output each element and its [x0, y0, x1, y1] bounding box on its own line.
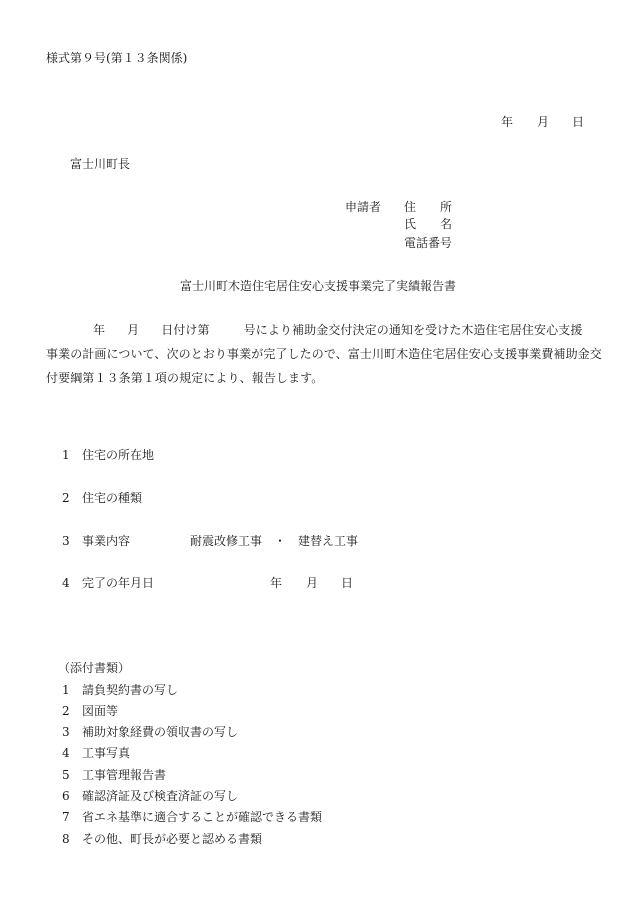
- attachment-number: 4: [62, 746, 70, 760]
- attachment-number: 1: [62, 683, 70, 697]
- item-number: 4: [62, 576, 70, 590]
- form-reference: 様式第９号(第１３条関係): [46, 51, 188, 65]
- completion-year: 年: [270, 576, 283, 590]
- attachment-label: その他、町長が必要と認める書類: [82, 832, 263, 846]
- item-location: [62, 447, 154, 463]
- attachment-label: 確認済証及び検査済証の写し: [82, 789, 239, 803]
- item-label: 完了の年月日: [82, 576, 155, 590]
- item-number: 3: [62, 534, 70, 548]
- attachment-item: [62, 809, 322, 825]
- attachment-item: [62, 788, 238, 804]
- name-label: 氏 名: [404, 217, 453, 231]
- attachment-item: [62, 682, 178, 698]
- body-line-1: [46, 318, 590, 342]
- body-number-tail: 号により補助金交付決定の通知を受けた木造住宅居住安心支援: [243, 323, 583, 337]
- item-label: 住宅の種類: [82, 491, 143, 505]
- attachment-number: 7: [62, 810, 70, 824]
- body-day-ref: 日付け第: [161, 323, 210, 337]
- attachments-heading: （添付書類）: [58, 661, 131, 675]
- applicant-label: 申請者: [345, 200, 382, 214]
- attachment-label: 工事管理報告書: [82, 768, 167, 782]
- date-year: 年: [501, 115, 514, 129]
- attachment-label: 図面等: [82, 704, 119, 718]
- date-month: 月: [537, 115, 550, 129]
- attachment-item: [62, 724, 238, 740]
- item-completion-date: [62, 575, 154, 591]
- attachment-label: 補助対象経費の領収書の写し: [82, 725, 239, 739]
- phone-label: 電話番号: [404, 236, 453, 250]
- attachment-label: 省エネ基準に適合することが確認できる書類: [82, 810, 323, 824]
- attachment-label: 請負契約書の写し: [82, 683, 179, 697]
- body-month: 月: [127, 323, 140, 337]
- attachment-item: [62, 703, 118, 719]
- document-title: 富士川町木造住宅居住安心支援事業完了実績報告書: [180, 279, 457, 293]
- item-work-content: [62, 533, 130, 549]
- work-type-options: 耐震改修工事 ・ 建替え工事: [190, 534, 359, 548]
- attachment-number: 8: [62, 832, 70, 846]
- attachment-number: 5: [62, 768, 70, 782]
- item-number: 2: [62, 491, 70, 505]
- completion-month: 月: [306, 576, 319, 590]
- attachment-number: 3: [62, 725, 70, 739]
- attachment-item: [62, 767, 166, 783]
- address-label: 住 所: [404, 200, 453, 214]
- body-paragraph: [46, 318, 602, 390]
- attachment-number: 2: [62, 704, 70, 718]
- body-line-3: 付要綱第１３条第１項の規定により、報告します。: [46, 371, 324, 385]
- item-number: 1: [62, 448, 70, 462]
- item-label: 事業内容: [82, 534, 131, 548]
- completion-day: 日: [341, 576, 354, 590]
- attachment-item: [62, 745, 130, 761]
- date-day: 日: [572, 115, 585, 129]
- body-year: 年: [93, 323, 106, 337]
- item-label: 住宅の所在地: [82, 448, 155, 462]
- attachment-number: 6: [62, 789, 70, 803]
- attachment-label: 工事写真: [82, 746, 131, 760]
- addressee: 富士川町長: [70, 157, 131, 171]
- item-housing-type: [62, 490, 142, 506]
- attachment-item: [62, 831, 262, 847]
- body-line-2: 事業の計画について、次のとおり事業が完了したので、富士川町木造住宅居住安心支援事業費補助金交: [46, 347, 602, 361]
